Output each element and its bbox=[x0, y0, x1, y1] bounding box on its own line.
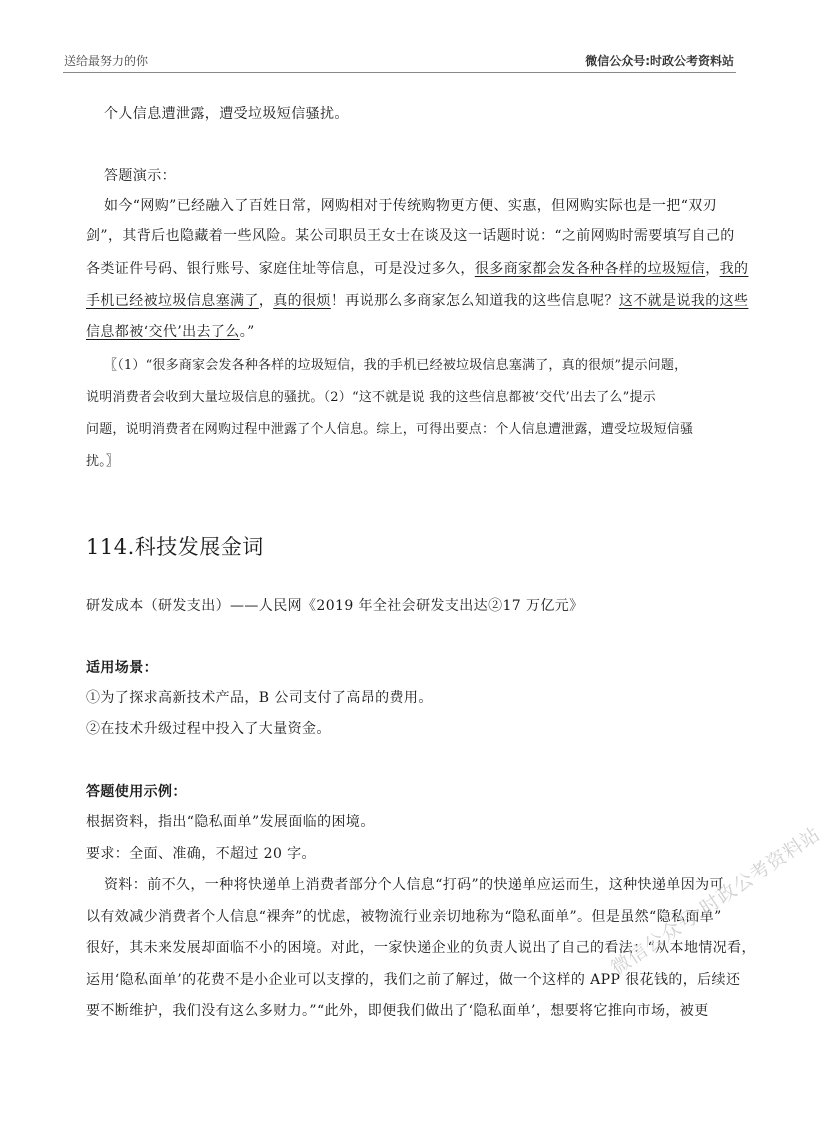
demo-para-line-1: 如今“网购”已经融入了百姓日常，网购相对于传统购物更方便、实惠，但网购实际也是一把“双刃 bbox=[104, 198, 718, 214]
example-requirement: 要求：全面、准确，不超过 20 字。 bbox=[86, 846, 316, 862]
demo-para-line-2: 剑”，其背后也隐藏着一些风险。某公司职员王女士在谈及这一话题时说：“之前网购时需要填写自己的 bbox=[86, 228, 735, 244]
underlined-quote-2b: 手机已经被垃圾信息塞满了 bbox=[86, 293, 259, 309]
scenes-heading: 适用场景： bbox=[86, 660, 158, 676]
demo-heading: 答题演示： bbox=[104, 168, 176, 184]
material-line-4: 运用‘隐私面单’的花费不是小企业可以支撑的，我们之前了解过，做一个这样的 APP 很花钱的，后续还 bbox=[86, 972, 741, 988]
scene-item-1: ①为了探求高新技术产品，B 公司支付了高昂的费用。 bbox=[86, 690, 433, 706]
demo-para-line-4 bbox=[86, 291, 748, 311]
scene-item-2: ②在技术升级过程中投入了大量资金。 bbox=[86, 721, 331, 737]
demo-para-line-3-a: 各类证件号码、银行账号、家庭住址等信息，可是没过多久， bbox=[86, 261, 475, 277]
watermark: 微信公众号:时政公考资料站 bbox=[607, 822, 825, 980]
header-left-text: 送给最努力的你 bbox=[64, 54, 149, 68]
example-heading: 答题使用示例： bbox=[86, 784, 187, 800]
material-line-3: 很好，其未来发展却面临不小的困境。对此，一家快递企业的负责人说出了自己的看法：“从本地情况看， bbox=[86, 940, 756, 956]
answer-line-1: 〖（1）“很多商家会发各种各样的垃圾短信，我的手机已经被垃圾信息塞满了，真的很烦”提示问题， bbox=[104, 358, 688, 373]
demo-para-line-4-b: ， bbox=[258, 293, 274, 309]
demo-para-line-3 bbox=[86, 259, 748, 279]
underlined-quote-4b: 信息都被‘交代’出去了么 bbox=[86, 324, 240, 340]
demo-para-line-3-c: ， bbox=[705, 261, 720, 277]
underlined-quote-1: 很多商家都会发各种各样的垃圾短信 bbox=[474, 261, 706, 277]
underlined-quote-2a: 我的 bbox=[719, 261, 749, 277]
section-title: 114.科技发展金词 bbox=[86, 535, 264, 559]
section-source: 研发成本（研发支出）——人民网《2019 年全社会研发支出达②17 万亿元》 bbox=[86, 598, 584, 614]
demo-para-line-5 bbox=[86, 322, 255, 342]
intro-tail-line: 个人信息遭泄露，遭受垃圾短信骚扰。 bbox=[104, 106, 349, 122]
demo-para-line-5-b: 。” bbox=[239, 324, 255, 340]
answer-line-2: 说明消费者会收到大量垃圾信息的骚扰。（2）“这不就是说 我的这些信息都被‘交代’出去了么”提示 bbox=[86, 390, 656, 405]
demo-para-line-4-d: ！再说那么多商家怎么知道我的这些信息呢？ bbox=[330, 293, 619, 309]
example-task: 根据资料，指出“隐私面单”发展面临的困境。 bbox=[86, 814, 375, 830]
material-line-5: 要不断维护，我们没有这么多财力。”“此外，即便我们做出了‘隐私面单’，想要将它推向市场，被更 bbox=[86, 1003, 709, 1019]
header-divider bbox=[63, 72, 736, 73]
answer-line-4: 扰。〗 bbox=[86, 454, 120, 469]
material-line-2: 以有效减少消费者个人信息“裸奔”的忧虑，被物流行业亲切地称为“隐私面单”。但是虽然“隐私面单” bbox=[86, 909, 722, 925]
underlined-quote-3: 真的很烦 bbox=[273, 293, 331, 309]
underlined-quote-4a: 这不就是说我的这些 bbox=[618, 293, 749, 309]
header-right-text: 微信公众号:时政公考资料站 bbox=[585, 54, 734, 68]
answer-line-3: 问题，说明消费者在网购过程中泄露了个人信息。综上，可得出要点：个人信息遭泄露，遭受垃圾短信骚 bbox=[86, 422, 694, 437]
material-line-1: 资料：前不久，一种将快递单上消费者部分个人信息“打码”的快递单应运而生，这种快递单因为可 bbox=[104, 877, 724, 893]
